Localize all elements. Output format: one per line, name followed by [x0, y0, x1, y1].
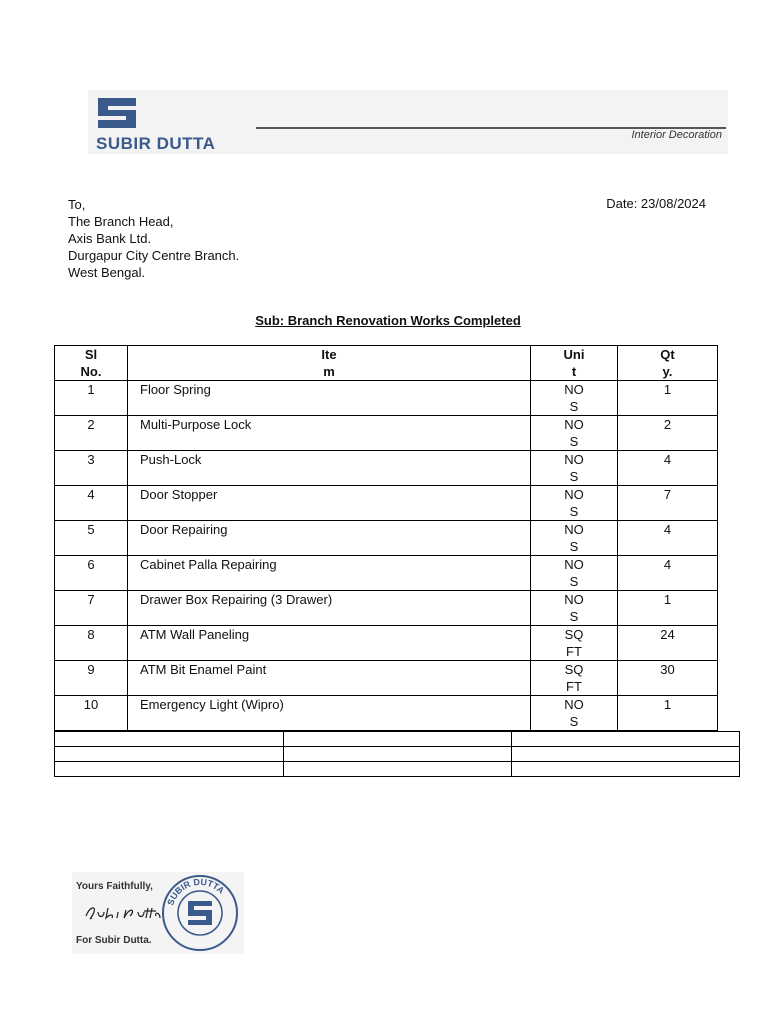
cell-qty: 4 — [618, 556, 718, 591]
company-logo — [96, 96, 140, 130]
signature-block — [72, 872, 244, 954]
blank-table — [54, 731, 740, 777]
salutation: To, — [68, 197, 86, 212]
cell-unit: SQFT — [531, 626, 618, 661]
cell-sl: 7 — [55, 591, 128, 626]
header-qty: Qty. — [618, 346, 718, 381]
signature — [82, 902, 162, 927]
cell-unit: NOS — [531, 486, 618, 521]
cell-sl: 2 — [55, 416, 128, 451]
table-row — [55, 521, 718, 556]
cell-unit: NOS — [531, 521, 618, 556]
cell-item: Emergency Light (Wipro) — [128, 696, 531, 731]
cell-sl: 9 — [55, 661, 128, 696]
letter-date: Date: 23/08/2024 — [606, 196, 706, 211]
cell-sl: 10 — [55, 696, 128, 731]
cell-unit: NOS — [531, 381, 618, 416]
subject-line: Sub: Branch Renovation Works Completed — [255, 313, 521, 328]
table-row — [55, 747, 740, 762]
cell-unit: NOS — [531, 591, 618, 626]
recipient-address — [68, 196, 239, 281]
cell-item: Drawer Box Repairing (3 Drawer) — [128, 591, 531, 626]
cell-unit: NOS — [531, 696, 618, 731]
cell-qty: 1 — [618, 591, 718, 626]
cell-sl: 5 — [55, 521, 128, 556]
cell-sl: 1 — [55, 381, 128, 416]
table-row — [55, 486, 718, 521]
brand-tagline: Interior Decoration — [631, 129, 722, 141]
table-header-row — [55, 346, 718, 381]
table-row — [55, 762, 740, 777]
cell-sl: 8 — [55, 626, 128, 661]
cell-item: ATM Bit Enamel Paint — [128, 661, 531, 696]
header-sl: Sl No. — [55, 346, 128, 381]
table-row — [55, 556, 718, 591]
cell-item: Door Stopper — [128, 486, 531, 521]
table-row — [55, 696, 718, 731]
table-row — [55, 416, 718, 451]
cell-unit: NOS — [531, 416, 618, 451]
cell-qty: 1 — [618, 381, 718, 416]
cell-sl: 3 — [55, 451, 128, 486]
cell-item: ATM Wall Paneling — [128, 626, 531, 661]
header-unit: Unit — [531, 346, 618, 381]
cell-item: Multi-Purpose Lock — [128, 416, 531, 451]
cell-qty: 4 — [618, 521, 718, 556]
address-line: Durgapur City Centre Branch. — [68, 248, 240, 263]
items-table — [54, 345, 718, 731]
cell-item: Floor Spring — [128, 381, 531, 416]
cell-qty: 7 — [618, 486, 718, 521]
table-row — [55, 381, 718, 416]
cell-unit: SQFT — [531, 661, 618, 696]
cell-qty: 24 — [618, 626, 718, 661]
table-row — [55, 732, 740, 747]
cell-qty: 1 — [618, 696, 718, 731]
address-line: The Branch Head, — [68, 214, 174, 229]
cell-qty: 30 — [618, 661, 718, 696]
company-seal-icon — [160, 873, 240, 953]
cell-unit: NOS — [531, 556, 618, 591]
cell-item: Door Repairing — [128, 521, 531, 556]
cell-sl: 4 — [55, 486, 128, 521]
table-row — [55, 451, 718, 486]
for-company: For Subir Dutta. — [76, 935, 152, 946]
address-line: West Bengal. — [68, 265, 146, 280]
cell-qty: 4 — [618, 451, 718, 486]
cell-qty: 2 — [618, 416, 718, 451]
cell-unit: NOS — [531, 451, 618, 486]
header-item: Item — [128, 346, 531, 381]
address-line: Axis Bank Ltd. — [68, 231, 152, 246]
cell-item: Push-Lock — [128, 451, 531, 486]
closing-text: Yours Faithfully, — [76, 881, 153, 892]
table-row — [55, 626, 718, 661]
svg-text:SUBIR DUTTA: SUBIR DUTTA — [165, 876, 227, 907]
brand-name: SUBIR DUTTA — [96, 134, 216, 153]
table-row — [55, 661, 718, 696]
letterhead — [88, 90, 728, 154]
cell-item: Cabinet Palla Repairing — [128, 556, 531, 591]
cell-sl: 6 — [55, 556, 128, 591]
table-row — [55, 591, 718, 626]
